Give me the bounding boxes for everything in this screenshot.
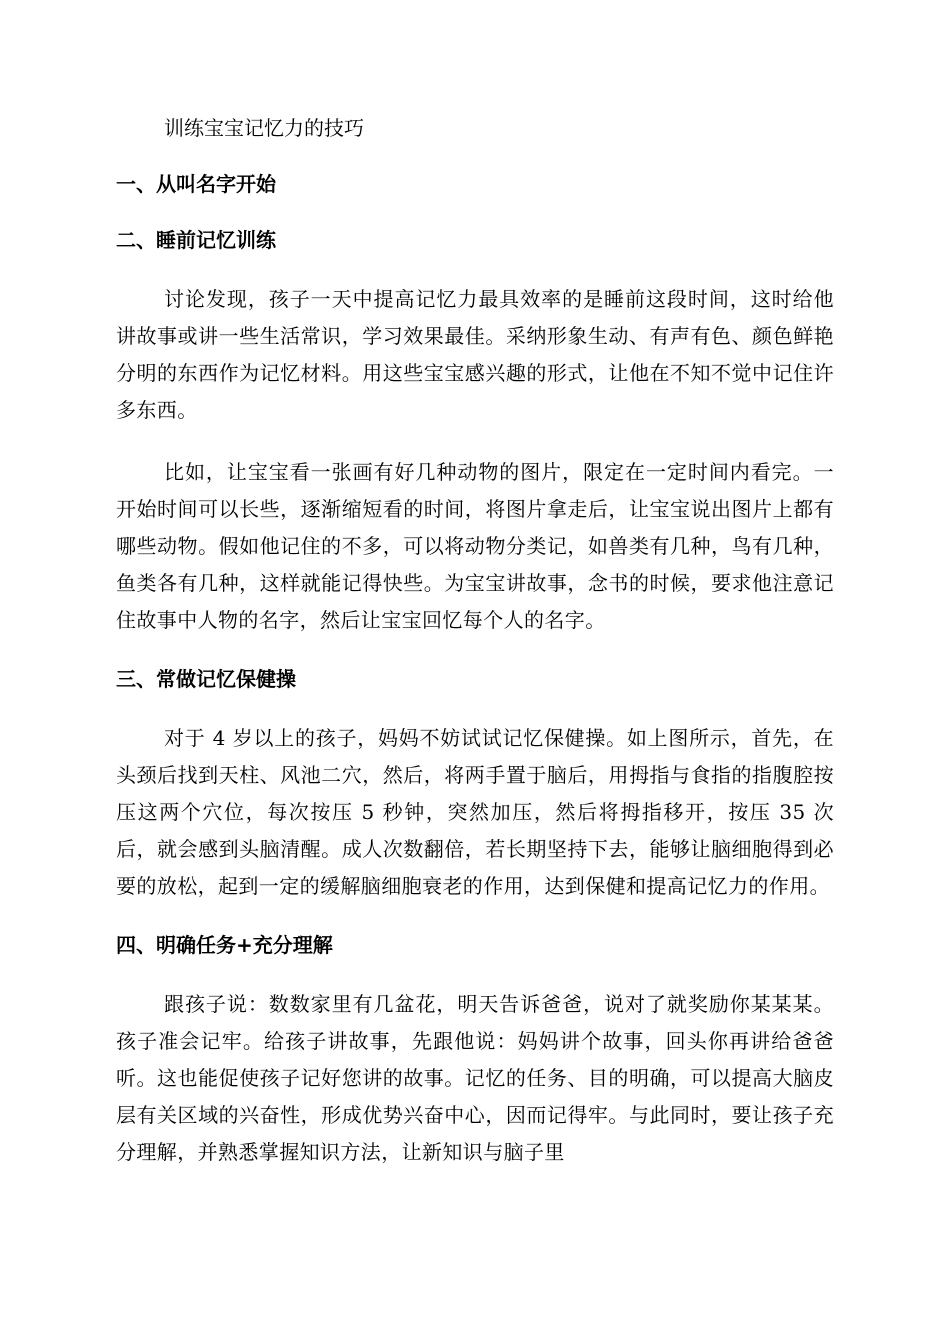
document-title: 训练宝宝记忆力的技巧 [164, 116, 364, 140]
section-heading-1: 一、从叫名字开始 [116, 172, 276, 196]
section-heading-3: 三、常做记忆保健操 [116, 667, 296, 691]
section-3-paragraph-1: 对于 4 岁以上的孩子，妈妈不妨试试记忆保健操。如上图所示，首先，在头颈后找到天柱、风池二穴，然后，将两手置于脑后，用拇指与食指的指腹腔按压这两个穴位，每次按压 5 秒钟，突然加压，然后将拇指移开，按压 35 次后，就会感到头脑清醒。成人次数翻倍，若长期坚持下去，能够让脑细胞得到必要的放松，起到一定的缓解脑细胞衰老的作用，达到保健和提高记忆力的作用。 [116, 726, 834, 898]
section-2-paragraph-1: 讨论发现，孩子一天中提高记忆力最具效率的是睡前这段时间，这时给他讲故事或讲一些生活常识，学习效果最佳。采纳形象生动、有声有色、颜色鲜艳分明的东西作为记忆材料。用这些宝宝感兴趣的形式，让他在不知不觉中记住许多东西。 [116, 287, 834, 422]
section-heading-2: 二、睡前记忆训练 [116, 228, 276, 252]
document-body [116, 113, 834, 1171]
section-4-paragraph-1: 跟孩子说：数数家里有几盆花，明天告诉爸爸，说对了就奖励你某某某。孩子准会记牢。给孩子讲故事，先跟他说：妈妈讲个故事，回头你再讲给爸爸听。这也能促使孩子记好您讲的故事。记忆的任务、目的明确，可以提高大脑皮层有关区域的兴奋性，形成优势兴奋中心，因而记得牢。与此同时，要让孩子充分理解，并熟悉掌握知识方法，让新知识与脑子里 [116, 992, 834, 1164]
section-heading-4: 四、明确任务+充分理解 [116, 933, 333, 957]
section-2-paragraph-2: 比如，让宝宝看一张画有好几种动物的图片，限定在一定时间内看完。一开始时间可以长些，逐渐缩短看的时间，将图片拿走后，让宝宝说出图片上都有哪些动物。假如他记住的不多，可以将动物分类记，如兽类有几种，鸟有几种，鱼类各有几种，这样就能记得快些。为宝宝讲故事，念书的时候，要求他注意记住故事中人物的名字，然后让宝宝回忆每个人的名字。 [116, 460, 834, 632]
